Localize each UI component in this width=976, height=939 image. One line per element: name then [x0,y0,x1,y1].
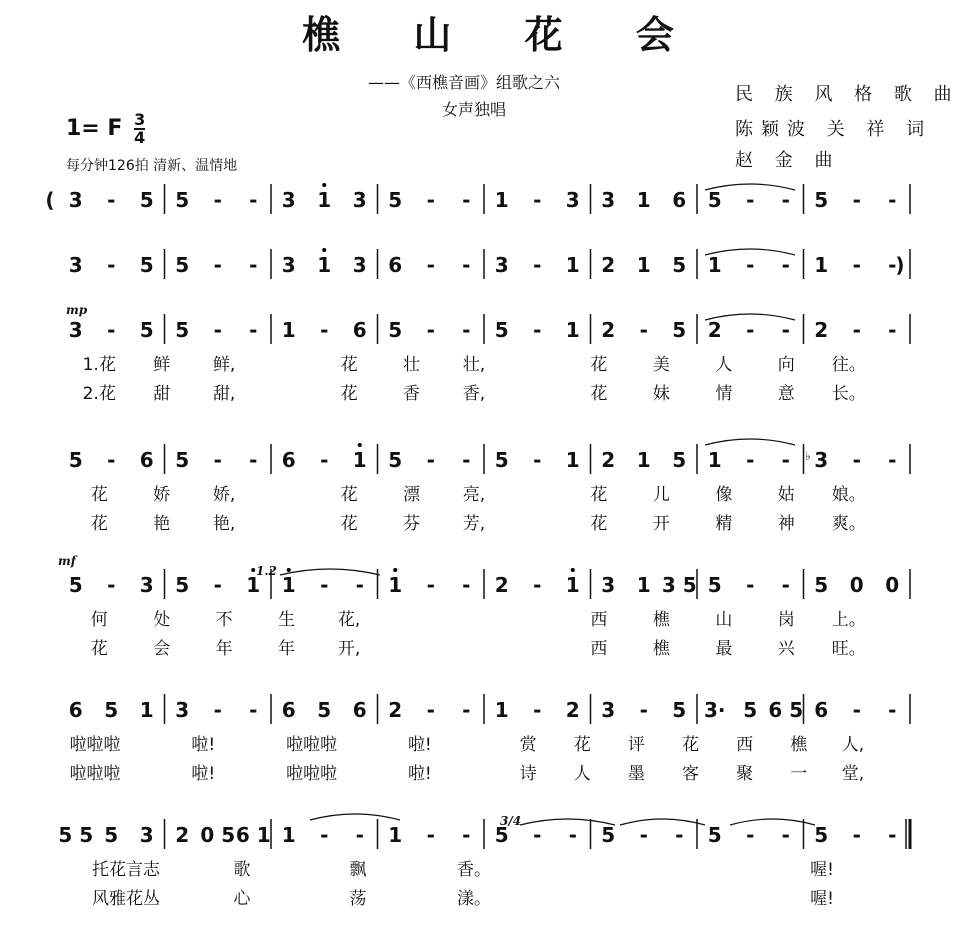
dash-note: - [781,318,790,342]
dash-note: - [639,698,648,722]
note: 6 [281,448,296,472]
note: 5 [814,188,829,212]
note: 5 [317,698,332,722]
lyric-syllable: 评 [627,735,645,755]
lyric-syllable: 花 [340,384,358,404]
song-title: 樵 山 花 会 [302,12,704,57]
note: 5 [814,573,829,597]
lyric-syllable: 何 [90,610,108,630]
note: 1 [352,448,367,472]
lyric-syllable: 芬 [403,514,421,534]
lyric-syllable: 啦啦啦 [286,764,338,784]
dash-note: - [320,318,329,342]
close-paren: ) [895,253,905,277]
lyric-syllable: 壮 [403,355,421,375]
lyric-syllable: 一 [790,764,808,784]
lyric-syllable: 花 [573,735,591,755]
note: 3 [601,698,616,722]
note: 5 [388,318,403,342]
note: 6 [352,698,367,722]
note: 3 [494,253,509,277]
lyric-syllable: 风雅花丛 [92,889,160,909]
dash-note: - [249,318,258,342]
note: 5 [707,188,722,212]
dash-note: - [355,823,364,847]
note: 6 [281,698,296,722]
note: 3 [601,573,616,597]
note: 5 [175,253,190,277]
lyric-syllable: 西 [590,639,608,659]
dash-note: - [107,448,116,472]
note: 5 [494,448,509,472]
lyric-syllable: 精 [715,514,733,534]
note: 5 [743,698,758,722]
time-bottom: 4 [134,128,146,147]
lyric-syllable: 人 [573,764,591,784]
note: 3· [703,698,726,722]
high-octave-dot [322,248,326,252]
dash-note: - [533,698,542,722]
lyric-syllable: 上。 [831,610,866,630]
note: 6 1 [235,823,271,847]
note: 5 [139,188,154,212]
dash-note: - [426,188,435,212]
dash-note: - [320,448,329,472]
note: 0 [849,573,864,597]
lyric-syllable: 娇 [153,485,171,505]
note: 2 [707,318,722,342]
lyric-syllable: 花 [590,514,608,534]
lyric-syllable: 香, [462,384,486,404]
note: 5 [494,318,509,342]
time-top: 3 [134,110,146,129]
lyric-syllable: 儿 [652,485,670,505]
lyric-syllable: 人, [841,735,865,755]
dash-note: - [639,823,648,847]
lyric-syllable: 娘。 [831,485,866,505]
note: 1 [707,448,722,472]
note: 6 [388,253,403,277]
dash-note: - [533,318,542,342]
lyric-syllable: 像 [715,485,733,505]
subtitle: ——《西樵音画》组歌之六 [368,73,561,92]
note: 2 [601,448,616,472]
note: 3 5 [661,573,697,597]
lyric-syllable: 香。 [457,860,491,880]
dash-note: - [533,253,542,277]
high-octave-dot [287,568,291,572]
note: 1 [814,253,829,277]
lyric-syllable: 意 [777,384,795,404]
note: 5 [68,448,83,472]
dash-note: - [426,448,435,472]
lyric-syllable: 向 [777,355,795,375]
dash-note: - [249,698,258,722]
lyric-syllable: 亮, [462,485,486,505]
lyric-syllable: 旺。 [831,639,866,659]
note: 5 [175,448,190,472]
lyric-syllable: 飘 [349,860,367,880]
lyric-syllable: 樵 [652,610,670,630]
note: 1 [494,698,509,722]
lyric-syllable: 艳, [212,514,236,534]
note: 2 [175,823,190,847]
lyric-syllable: 会 [153,639,171,659]
dash-note: - [568,823,577,847]
note: 5 [175,573,190,597]
lyric-syllable: 漂 [403,485,421,505]
lyric-syllable: 堂, [841,764,865,784]
tempo-marking: 每分钟126拍 清新、温情地 [66,158,238,174]
dash-note: - [746,188,755,212]
dash-note: - [533,188,542,212]
style-credit: 民 族 风 格 歌 曲 [735,84,960,105]
note: 5 [104,823,119,847]
dash-note: - [639,318,648,342]
dash-note: - [888,823,897,847]
dash-note: - [462,698,471,722]
lyric-syllable: 荡 [349,889,367,909]
dash-note: - [213,318,222,342]
lyric-syllable: 花 [90,639,108,659]
lyric-syllable: 年 [215,639,233,659]
note: 5 [672,448,687,472]
lyric-syllable: 甜, [212,384,236,404]
dash-note: - [213,698,222,722]
note: 5 [175,318,190,342]
note: 3 [139,573,154,597]
tie-arc [730,819,815,825]
dash-note: - [746,573,755,597]
note: 5 [104,698,119,722]
lyric-syllable: 壮, [462,355,486,375]
note: 3 [352,253,367,277]
dash-note: - [320,573,329,597]
lyric-syllable: 花 [682,735,700,755]
dash-note: - [107,253,116,277]
dash-note: - [462,318,471,342]
high-octave-dot [251,568,255,572]
lyric-syllable: 鲜, [212,355,236,375]
dash-note: - [888,253,897,277]
lyric-syllable: 墨 [627,764,645,784]
dash-note: - [888,698,897,722]
lyric-syllable: 花 [340,355,358,375]
lyric-syllable: 樵 [652,639,670,659]
lyric-syllable: 处 [153,610,171,630]
high-octave-dot [393,568,397,572]
note: 6 [814,698,829,722]
note: 3 [352,188,367,212]
lyric-syllable: 芳, [462,514,486,534]
note: 6 [352,318,367,342]
note: 1 [388,823,403,847]
note: 5 5 [58,823,94,847]
dash-note: - [675,823,684,847]
dash-note: - [852,253,861,277]
dash-note: - [107,188,116,212]
dash-note: - [888,188,897,212]
lyric-syllable: 诗 [519,764,537,784]
lyric-syllable: 花 [590,485,608,505]
lyric-syllable: 心 [233,889,251,909]
note: 1 [246,573,261,597]
dash-note: - [852,823,861,847]
dash-note: - [426,573,435,597]
lyric-syllable: 赏 [519,735,537,755]
lyric-syllable: 聚 [736,764,754,784]
dash-note: - [888,318,897,342]
dash-note: - [426,318,435,342]
dash-note: - [320,823,329,847]
lyric-syllable: 妹 [652,384,670,404]
lyric-syllable: 漾。 [457,889,491,909]
dash-note: - [462,448,471,472]
lyric-syllable: 开 [652,514,670,534]
dash-note: - [746,318,755,342]
dash-note: - [213,188,222,212]
dash-note: - [746,253,755,277]
note: 5 [139,318,154,342]
dash-note: - [852,188,861,212]
dash-note: - [852,448,861,472]
note: 6 5 [768,698,804,722]
lyricist-credit: 陈颖波 关 祥 词 [735,119,933,140]
note: 3 [175,698,190,722]
dash-note: - [462,823,471,847]
dash-note: - [426,823,435,847]
lyric-syllable: 花 [90,514,108,534]
dash-note: - [249,188,258,212]
dynamic-mp: mp [66,303,88,317]
note: 5 [68,573,83,597]
dash-note: - [746,448,755,472]
key-label: 1= F [66,116,123,141]
lyric-syllable: 香 [403,384,421,404]
performer-label: 女声独唱 [442,100,507,119]
dash-note: - [533,573,542,597]
note: 1 [636,448,651,472]
dash-note: - [107,573,116,597]
lyric-syllable: 兴 [777,639,795,659]
lyric-syllable: 啦! [407,764,432,784]
note: 1 [494,188,509,212]
note: 1 [139,698,154,722]
high-octave-dot [358,443,362,447]
lyric-syllable: 鲜 [153,355,171,375]
note: 3 [139,823,154,847]
lyric-syllable: 人 [715,355,733,375]
lyric-syllable: 花, [337,610,361,630]
dash-note: - [355,573,364,597]
tie-arc [620,819,705,825]
lyric-syllable: 樵 [790,735,808,755]
dash-note: - [462,253,471,277]
dash-note: - [888,448,897,472]
lyric-syllable: 年 [278,639,296,659]
note: 5 [494,823,509,847]
lyric-syllable: 啦! [407,735,432,755]
lyric-syllable: 开, [337,639,361,659]
note: 3 [601,188,616,212]
dash-note: - [462,188,471,212]
volta-label: 1.2 [256,564,277,578]
lyric-syllable: 啦啦啦 [286,735,338,755]
note: 1 [317,188,332,212]
lyric-syllable: 美 [652,355,670,375]
note: 1 [707,253,722,277]
lyric-syllable: 1.花 [82,355,116,375]
dash-note: - [781,253,790,277]
lyric-syllable: 啦啦啦 [69,764,121,784]
note: 1 [636,188,651,212]
lyric-syllable: 西 [736,735,754,755]
dynamic-mf: mf [58,554,76,568]
lyric-syllable: 不 [215,610,233,630]
note: 2 [601,318,616,342]
lyric-syllable: 花 [340,514,358,534]
dash-note: - [781,448,790,472]
lyric-syllable: 托花言志 [92,860,160,880]
dash-note: - [781,188,790,212]
note: 5 [175,188,190,212]
dash-note: - [746,823,755,847]
note: 1 [636,573,651,597]
high-octave-dot [571,568,575,572]
note: 5 [672,698,687,722]
lyric-syllable: 花 [340,485,358,505]
lyric-syllable: 2.花 [82,384,116,404]
lyric-syllable: 姑 [777,485,795,505]
lyric-syllable: 甜 [153,384,171,404]
tie-arc [310,814,400,820]
lyric-syllable: 山 [715,610,733,630]
dash-note: - [426,253,435,277]
dash-note: - [852,698,861,722]
lyric-syllable: 娇, [212,485,236,505]
meter-change: 3/4 [500,814,522,828]
lyric-syllable: 最 [715,639,733,659]
lyric-syllable: 客 [682,764,700,784]
lyric-syllable: 花 [590,355,608,375]
note: 5 [814,823,829,847]
note: 0 5 [200,823,236,847]
lyric-syllable: 啦! [191,735,216,755]
lyric-syllable: 艳 [153,514,171,534]
dash-note: - [249,448,258,472]
note: 6 [672,188,687,212]
note: 2 [388,698,403,722]
composer-credit: 赵 金 曲 [735,150,841,171]
tie-arc [705,439,795,445]
lyric-syllable: 生 [278,610,296,630]
dash-note: - [462,573,471,597]
dash-note: - [107,318,116,342]
note: 1 [281,823,296,847]
note: 3 [281,253,296,277]
note: 2 [601,253,616,277]
note: 3 [68,253,83,277]
note: 6 [139,448,154,472]
dash-note: - [533,448,542,472]
note: 3 [68,188,83,212]
note: 3 [814,448,829,472]
lyric-syllable: 喔! [810,860,834,880]
dash-note: - [213,448,222,472]
note: 6 [68,698,83,722]
note: 5 [707,823,722,847]
dash-note: - [852,318,861,342]
note: 5 [601,823,616,847]
dash-note: - [213,573,222,597]
note: 1 [636,253,651,277]
note: 2 [814,318,829,342]
note: 5 [672,318,687,342]
dash-note: - [533,823,542,847]
dash-note: - [781,573,790,597]
dash-note: - [213,253,222,277]
dash-note: - [249,253,258,277]
lyric-syllable: 喔! [810,889,834,909]
lyric-syllable: 歌 [233,860,251,880]
lyric-syllable: 啦! [191,764,216,784]
note: 5 [707,573,722,597]
note: 1 [317,253,332,277]
note: 5 [388,188,403,212]
note: 5 [139,253,154,277]
note: 3 [565,188,580,212]
lyric-syllable: 花 [590,384,608,404]
note: 2 [565,698,580,722]
high-octave-dot [322,183,326,187]
note: 1 [565,573,580,597]
flat-sign: ♭ [805,449,811,463]
open-paren: ( [45,188,55,212]
lyric-syllable: 长。 [831,384,866,404]
dash-note: - [426,698,435,722]
lyric-syllable: 爽。 [831,514,866,534]
lyric-syllable: 啦啦啦 [69,735,121,755]
note: 1 [388,573,403,597]
note: 1 [281,573,296,597]
lyric-syllable: 花 [90,485,108,505]
note: 1 [565,253,580,277]
note: 3 [281,188,296,212]
note: 5 [388,448,403,472]
note: 1 [565,448,580,472]
lyric-syllable: 情 [715,384,733,404]
lyric-syllable: 西 [590,610,608,630]
lyric-syllable: 神 [777,514,795,534]
lyric-syllable: 岗 [777,610,795,630]
dash-note: - [781,823,790,847]
note: 3 [68,318,83,342]
note: 0 [885,573,900,597]
note: 5 [672,253,687,277]
note: 1 [565,318,580,342]
lyric-syllable: 往。 [831,355,866,375]
note: 1 [281,318,296,342]
note: 2 [494,573,509,597]
